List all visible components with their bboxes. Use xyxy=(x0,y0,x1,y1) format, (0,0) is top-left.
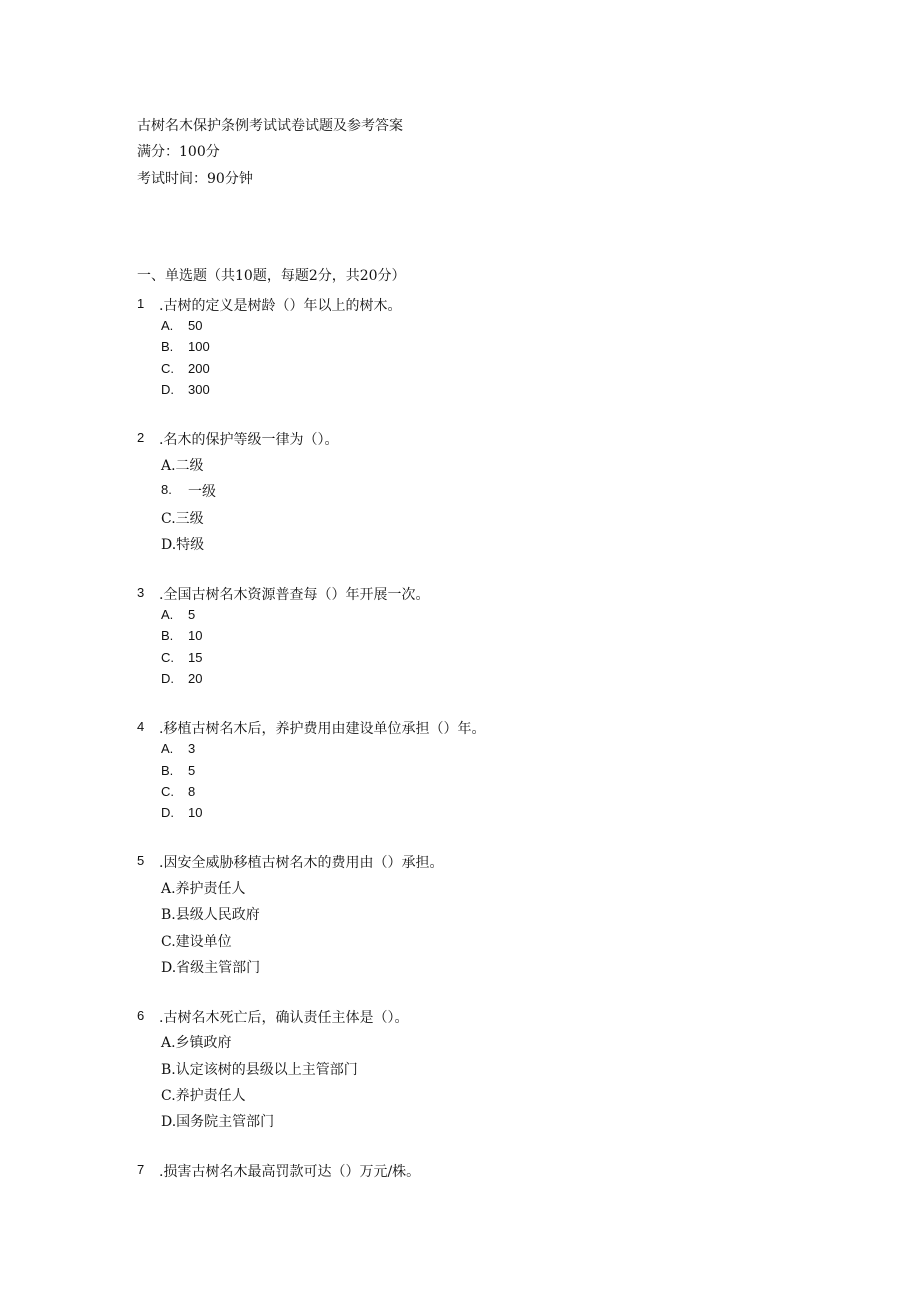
option-label: D.国务院主管部门 xyxy=(161,1114,275,1130)
option-label: B.县级人民政府 xyxy=(161,907,260,923)
option-value: 15 xyxy=(188,650,203,665)
option-label: C.建设单位 xyxy=(161,934,232,950)
option-letter: 8. xyxy=(161,482,172,497)
section-heading: 一、单选题（共10题，每题2分，共20分） xyxy=(137,268,406,284)
option-label: B.认定该树的县级以上主管部门 xyxy=(161,1062,358,1078)
option-letter: D. xyxy=(161,382,174,397)
question-text: .古树名木死亡后，确认责任主体是（）。 xyxy=(159,1010,409,1026)
option-label: C.养护责任人 xyxy=(161,1088,246,1104)
option-value: 20 xyxy=(188,671,203,686)
exam-duration: 考试时间：90分钟 xyxy=(137,171,253,187)
option-value: 100 xyxy=(188,339,210,354)
question-text: .古树的定义是树龄（）年以上的树木。 xyxy=(159,298,402,314)
option-letter: B. xyxy=(161,763,174,778)
option-letter: A. xyxy=(161,741,174,756)
question-number: 3 xyxy=(137,585,145,600)
option-letter: B. xyxy=(161,339,174,354)
option-letter: C. xyxy=(161,361,174,376)
question-text: .损害古树名木最高罚款可达（）万元/株。 xyxy=(159,1164,421,1180)
option-letter: A. xyxy=(161,607,174,622)
question-number: 7 xyxy=(137,1162,145,1177)
question-number: 2 xyxy=(137,430,145,445)
option-letter: A. xyxy=(161,318,174,333)
option-value: 300 xyxy=(188,382,210,397)
option-value: 50 xyxy=(188,318,203,333)
question-number: 5 xyxy=(137,853,145,868)
option-value: 200 xyxy=(188,361,210,376)
question-text: .因安全威胁移植古树名木的费用由（）承担。 xyxy=(159,855,444,871)
option-value: 10 xyxy=(188,805,203,820)
option-letter: B. xyxy=(161,628,174,643)
full-score: 满分：100分 xyxy=(137,144,220,160)
option-label: D.省级主管部门 xyxy=(161,960,261,976)
option-value: 5 xyxy=(188,607,196,622)
option-value: 3 xyxy=(188,741,196,756)
option-letter: C. xyxy=(161,784,174,799)
question-number: 6 xyxy=(137,1008,145,1023)
option-value: 10 xyxy=(188,628,203,643)
option-letter: C. xyxy=(161,650,174,665)
question-text: .名木的保护等级一律为（）。 xyxy=(159,432,339,448)
option-letter: D. xyxy=(161,671,174,686)
document-title: 古树名木保护条例考试试卷试题及参考答案 xyxy=(137,118,403,134)
option-label: D.特级 xyxy=(161,537,205,553)
option-value: 8 xyxy=(188,784,196,799)
question-number: 1 xyxy=(137,296,145,311)
option-value: 一级 xyxy=(188,484,216,500)
question-text: .移植古树名木后，养护费用由建设单位承担（）年。 xyxy=(159,721,486,737)
option-value: 5 xyxy=(188,763,196,778)
option-letter: D. xyxy=(161,805,174,820)
question-number: 4 xyxy=(137,719,145,734)
option-label: A.养护责任人 xyxy=(161,881,246,897)
option-label: A.二级 xyxy=(161,458,204,474)
question-text: .全国古树名木资源普查每（）年开展一次。 xyxy=(159,587,430,603)
option-label: C.三级 xyxy=(161,511,204,527)
option-label: A.乡镇政府 xyxy=(161,1035,232,1051)
